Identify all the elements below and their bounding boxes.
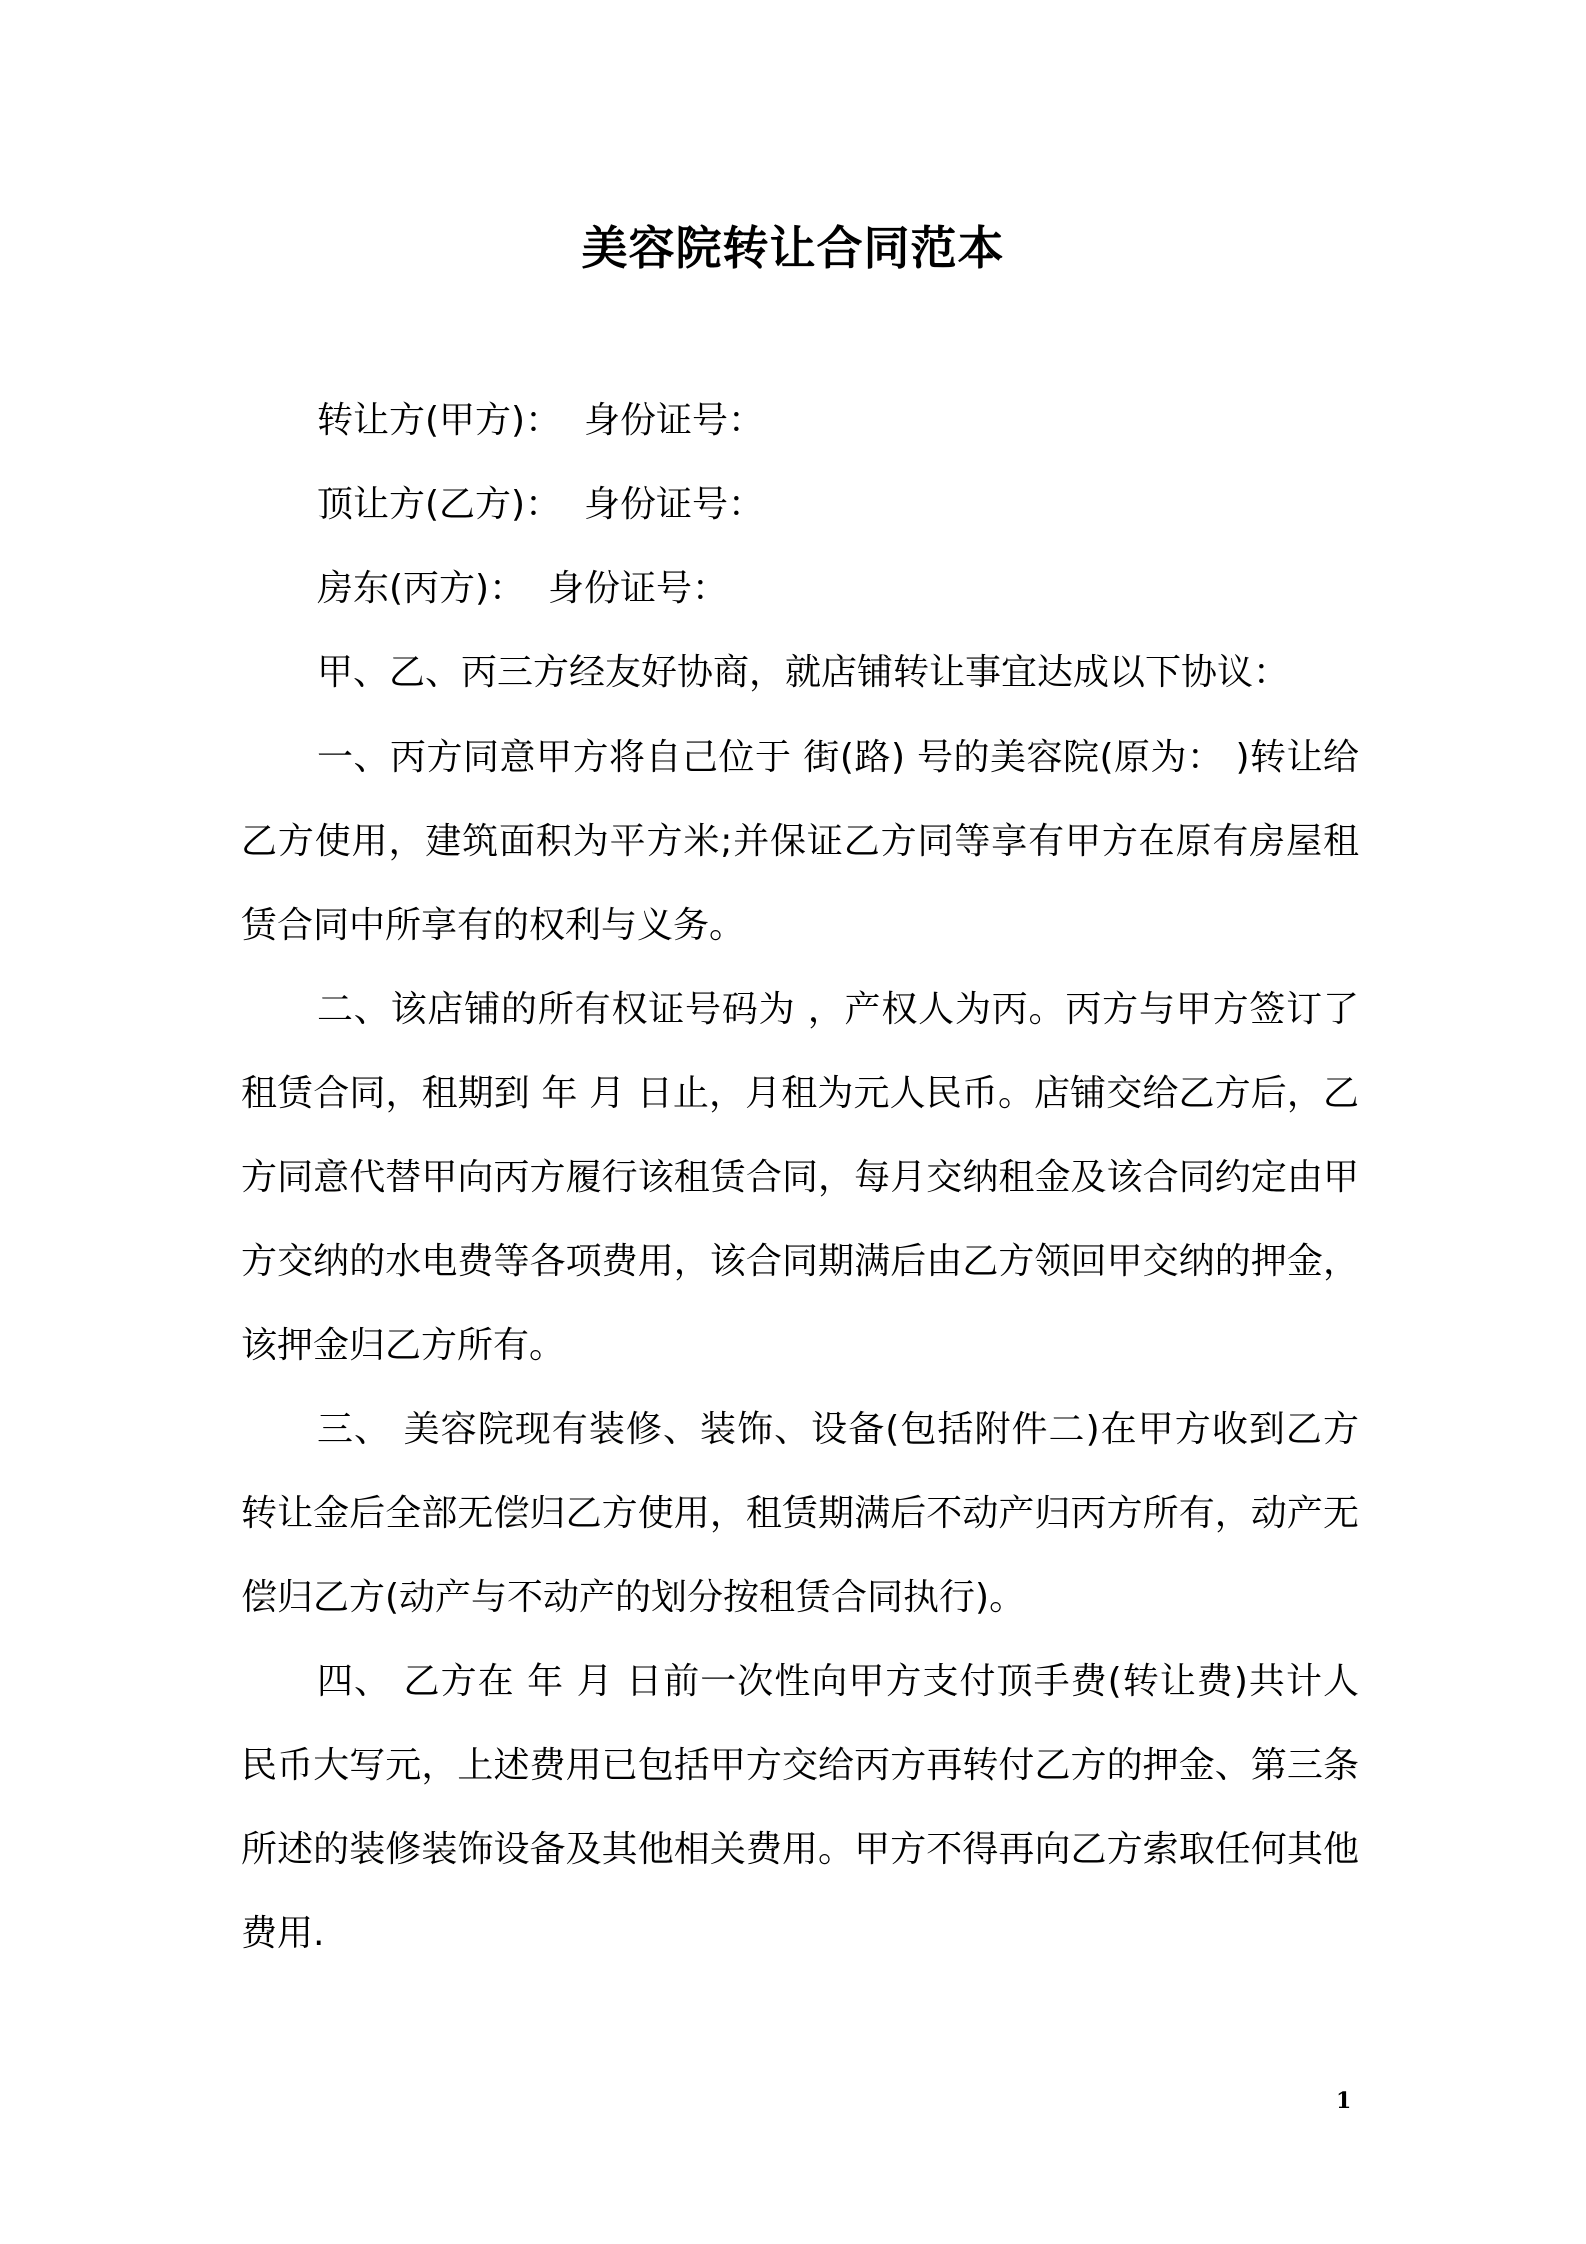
clause-1: 一、丙方同意甲方将自己位于 街(路) 号的美容院(原为： )转让给乙方使用，建筑面积为平方米;并保证乙方同等享有甲方在原有房屋租赁合同中所享有的权利与义务。	[241, 737, 1359, 946]
clause-2: 二、该店铺的所有权证号码为 ，产权人为丙。丙方与甲方签订了租赁合同，租期到 年 月 日止，月租为元人民币。店铺交给乙方后，乙方同意代替甲向丙方履行该租赁合同，每月交纳租金及该合同约定由甲方交纳的水电费等各项费用，该合同期满后由乙方领回甲交纳的押金，该押金归乙方所有。	[241, 989, 1359, 1366]
clause-3: 三、 美容院现有装修、装饰、设备(包括附件二)在甲方收到乙方转让金后全部无偿归乙方使用，租赁期满后不动产归丙方所有，动产无偿归乙方(动产与不动产的划分按租赁合同执行)。	[241, 1409, 1359, 1618]
document-body	[241, 400, 1359, 1976]
page-number: 1	[1336, 2088, 1352, 2114]
document-title: 美容院转让合同范本	[581, 221, 1005, 275]
clause-4: 四、 乙方在 年 月 日前一次性向甲方支付顶手费(转让费)共计人民币大写元，上述费用已包括甲方交给丙方再转付乙方的押金、第三条所述的装修装饰设备及其他相关费用。甲方不得再向乙方索取任何其他费用.	[241, 1661, 1359, 1954]
party-transferor: 转让方(甲方)： 身份证号：	[317, 400, 764, 441]
party-transferee: 顶让方(乙方)： 身份证号：	[317, 484, 764, 525]
agreement-intro: 甲、乙、丙三方经友好协商，就店铺转让事宜达成以下协议：	[317, 652, 1290, 693]
party-landlord: 房东(丙方)： 身份证号：	[317, 568, 728, 609]
